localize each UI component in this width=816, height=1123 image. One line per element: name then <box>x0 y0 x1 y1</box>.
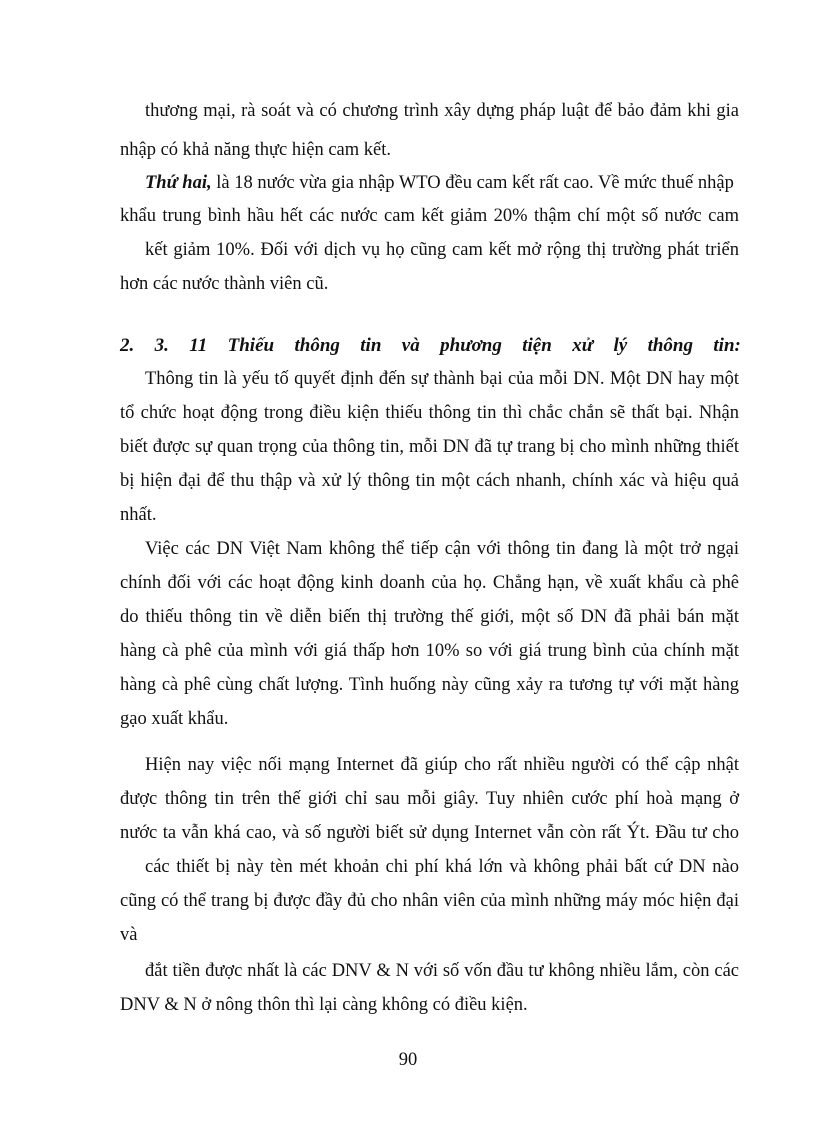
heading-word: tin <box>360 335 382 356</box>
text-line: khẩu trung bình hầu hết các nước cam kết giảm 20% thậm chí một số nước cam <box>120 206 739 226</box>
heading-word: thông <box>647 335 693 356</box>
text-line: tổ chức hoạt động trong điều kiện thiếu thông tin thì chắc chắn sẽ thất bại. Nhận <box>120 403 739 423</box>
section-heading <box>120 333 741 359</box>
text-line: các thiết bị này tèn mét khoản chi phí khá lớn và không phải bất cứ DN nào <box>145 857 739 877</box>
heading-word: và <box>401 335 420 356</box>
emphasis-text: Thứ hai, <box>145 173 212 193</box>
heading-word: 3. <box>154 335 169 356</box>
text-line: gạo xuất khẩu. <box>120 709 229 729</box>
text-line: nhập có khả năng thực hiện cam kết. <box>120 140 391 160</box>
text-line: kết giảm 10%. Đối với dịch vụ họ cũng cam kết mở rộng thị trường phát triển <box>145 240 739 260</box>
text-line: nước ta vẫn khá cao, và số người biết sử dụng Internet vẫn còn rất Ýt. Đầu tư cho <box>120 823 739 843</box>
page-number: 90 <box>398 1050 418 1070</box>
text-line: nhất. <box>120 505 157 525</box>
heading-word: 11 <box>189 335 208 356</box>
text-line: chính đối với các hoạt động kinh doanh của họ. Chẳng hạn, về xuất khẩu cà phê <box>120 573 739 593</box>
text-line: và <box>120 925 138 945</box>
heading-word: tiện <box>522 335 552 356</box>
text-line: hơn các nước thành viên cũ. <box>120 274 329 294</box>
heading-word: phương <box>440 335 502 356</box>
text-line: được thông tin trên thế giới chỉ sau mỗi giây. Tuy nhiên cước phí hoà mạng ở <box>120 789 739 809</box>
text-line: hàng cà phê cùng chất lượng. Tình huống này cũng xảy ra tương tự với mặt hàng <box>120 675 739 695</box>
text-fragment: là 18 nước vừa gia nhập WTO đều cam kết rất cao. Về mức thuế nhập <box>216 173 734 193</box>
heading-word: thông <box>294 335 340 356</box>
text-line: Việc các DN Việt Nam không thể tiếp cận với thông tin đang là một trở ngại <box>145 539 739 559</box>
text-line: bị hiện đại để thu thập và xử lý thông tin một cách nhanh, chính xác và hiệu quả <box>120 471 739 491</box>
text-line <box>145 171 734 195</box>
heading-word: lý <box>613 335 628 356</box>
heading-word: Thiếu <box>227 335 275 356</box>
heading-word: 2. <box>120 335 135 356</box>
text-line: hàng cà phê của mình với giá thấp hơn 10% so với giá trung bình của chính mặt <box>120 641 739 661</box>
text-line: biết được sự quan trọng của thông tin, mỗi DN đã tự trang bị cho mình những thiết <box>120 437 739 457</box>
heading-word: tin: <box>713 335 741 356</box>
text-line: đắt tiền được nhất là các DNV & N với số vốn đầu tư không nhiều lắm, còn các <box>145 961 739 981</box>
text-line: Hiện nay việc nối mạng Internet đã giúp cho rất nhiều người có thể cập nhật <box>145 755 739 775</box>
heading-word: xử <box>572 335 594 356</box>
text-line: do thiếu thông tin về diễn biến thị trường thế giới, một số DN đã phải bán mặt <box>120 607 739 627</box>
text-line: thương mại, rà soát và có chương trình xây dựng pháp luật để bảo đảm khi gia <box>145 101 739 121</box>
text-line: DNV & N ở nông thôn thì lại càng không có điều kiện. <box>120 995 528 1015</box>
text-line: cũng có thể trang bị được đầy đủ cho nhân viên của mình những máy móc hiện đại <box>120 891 739 911</box>
text-line: Thông tin là yếu tố quyết định đến sự thành bại của mỗi DN. Một DN hay một <box>145 369 739 389</box>
